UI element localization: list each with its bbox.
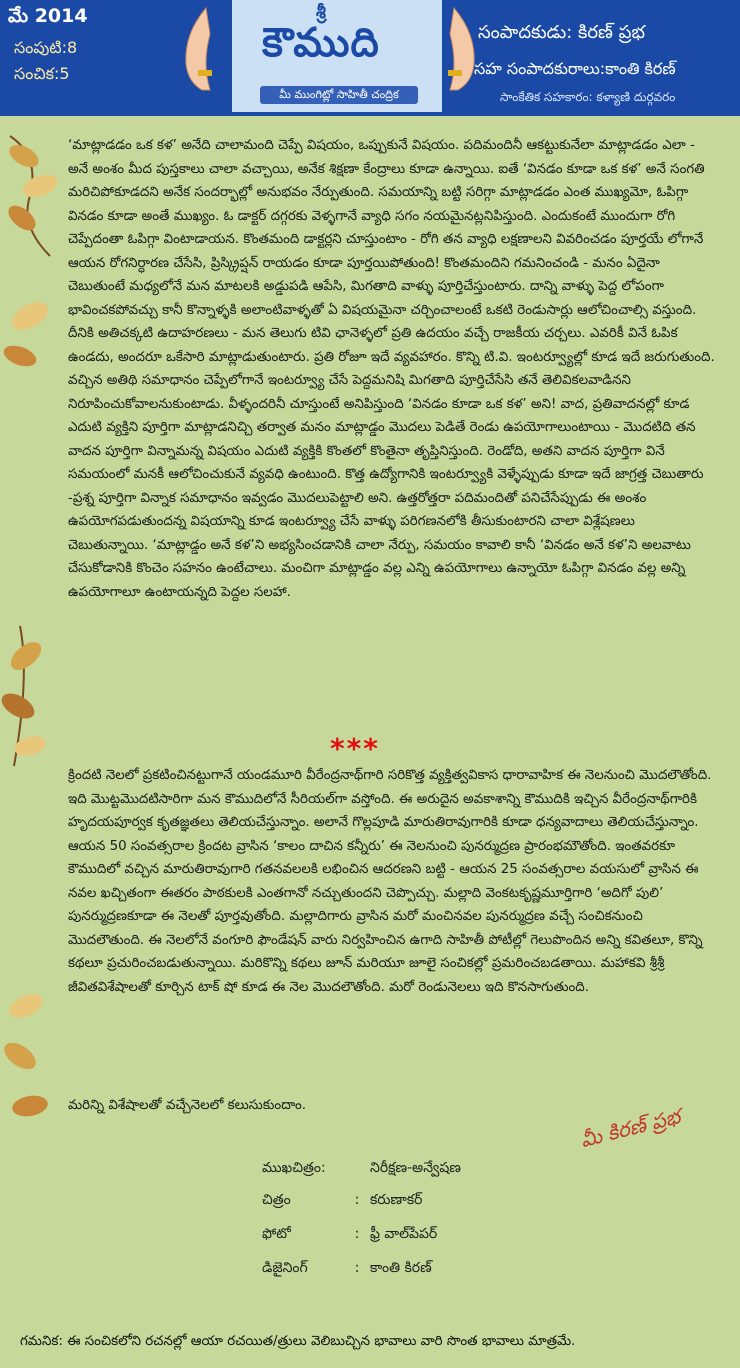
credit-label: చిత్రం: [262, 1192, 291, 1208]
section-separator: ***: [330, 732, 380, 765]
credit-separator: :: [354, 1260, 360, 1276]
credit-photo: [262, 1226, 437, 1245]
logo-title: కౌముది: [262, 20, 380, 66]
editor-signature: మీ కిరణ్ ప్రభ: [578, 1104, 683, 1153]
editorial-content: [0, 116, 740, 1326]
credit-value: ఫ్రీ వాల్‌పేపర్: [370, 1226, 438, 1242]
magazine-logo[interactable]: [232, 0, 442, 112]
tech-help-credit: సాంకేతిక సహకారం: కళ్యాణి దుర్గవరం: [500, 90, 676, 104]
autumn-leaf-icon: [0, 976, 64, 1146]
logo-sri-text: శ్రీ: [316, 2, 326, 23]
co-editor-credit: సహ సంపాదకురాలు:కాంతి కిరణ్: [474, 59, 676, 78]
logo-tagline: మీ ముంగిట్లో సాహితీ చంద్రిక: [260, 86, 418, 104]
left-namaste-hand-icon: [176, 4, 214, 94]
credit-value: నిరీక్షణ-అన్వేషణ: [370, 1160, 461, 1176]
autumn-leaf-icon: [0, 126, 64, 266]
autumn-leaf-icon: [0, 616, 64, 776]
issue-date: మే 2014: [8, 5, 88, 27]
credit-design: [262, 1260, 432, 1279]
credit-separator: :: [354, 1226, 360, 1242]
volume-number: సంపుటి:8: [14, 38, 78, 57]
credit-value: కరుణాకర్: [370, 1192, 423, 1208]
editorial-paragraph-1: ‘మాట్లాడడం ఒక కళ’ అనేది చాలామంది చెప్పే విషయం, ఒప్పుకునే విషయం. పదిమందినీ ఆకట్టుకునేలా మాట్లాడడం ఎలా - అనే అంశం మీద పుస్తకాలు చాలా వచ్చాయి, అనేక శిక్షణా కేంద్రాలు కూడా ఉన్నాయి. ఐతే ‘వినడం కూడా ఒక కళ’ అనే సంగతి మరిచిపోకూడదని అనేక సందర్భాల్లో అనుభవం నేర్పుతుంది. సమయాన్ని బట్టి సరిగ్గా మాట్లాడడం ఎంత ముఖ్యమో, ఓపిగ్గా వినడం కూడా అంతే ముఖ్యం. ఓ డాక్టర్ దగ్గరకు వెళ్ళగానే వ్యాధి సగం నయమైనట్లనిపిస్తుంది. ఎందుకంటే ముందుగా రోగి చెప్పేదంతా ఓపిగ్గా వింటాడాయన. కొంతమంది డాక్టర్లని చూస్తుంటాం - రోగి తన వ్యాధి లక్షణాలని వివరించడం పూర్తయే లోగానే ఆయన రోగనిర్ధారణ చేసేసి, ప్రిస్క్రిప్షన్ రాయడం కూడా పూర్తయిపోతుంది! కొంతమందిని గమనించండి - మనం ఏదైనా చెబుతుంటే మధ్యలోనే మన మాటలకి అడ్డుపడి ఆపేసి, మిగతాది వాళ్ళు పూర్తిచేస్తుంటారు. దాన్ని వాళ్ళు పెద్ద లోపంగా భావించకపోవచ్చు కానీ కొన్నాళ్ళకి అలాంటివాళ్ళతో ఏ విషయమైనా చర్చించాలంటే ఒకటి రెండుసార్లు ఆలోచించాల్సి వస్తుంది. దీనికి అతిచక్కటి ఉదాహరణలు - మన తెలుగు టివి ఛానెళ్ళలో ప్రతి ఉదయం వచ్చే రాజకీయ చర్చలు. ఎవరికీ వినే ఓపిక ఉండదు, అందరూ ఒకేసారి మాట్లాడుతుంటారు. ప్రతి రోజూ ఇదే వ్యవహారం. కొన్ని టి.వి. ఇంటర్వ్యూల్లో కూడ ఇదే జరుగుతుంది. వచ్చిన అతిథి సమాధానం చెప్పేలోగానే ఇంటర్వ్యూ చేసే పెద్దమనిషి మిగతాది పూర్తిచేసేసి తనే తెలివికలవాడినని నిరూపించుకోవాలనుకుంటాడు. వీళ్ళందరినీ చూస్తుంటే అనిపిస్తుంది ‘వినడం కూడా ఒక కళ’ అని! వాద, ప్రతివాదనల్లో కూడ ఎదుటి వ్యక్తిని పూర్తిగా మాట్లాడనిచ్చి తర్వాత మనం మాట్లాడ్డం మొదలు పెడితే రెండు ఉపయోగాలుంటాయి - మొదటిది తన వాదన పూర్తిగా విన్నామన్న విషయం ఎదుటి వ్యక్తికి కొంతలో కొంతైనా తృప్తినిస్తుంది. రెండోది, అతని వాదన పూర్తిగా వినే సమయంలో మనకీ ఆలోచించుకునే వ్యవధి ఉంటుంది. కొత్త ఉద్యోగానికి ఇంటర్వ్యూకి వెళ్ళేప్పుడు కూడా ఇదే జాగ్రత్త చెబుతారు -ప్రశ్న పూర్తిగా విన్నాక సమాధానం ఇవ్వడం మొదలుపెట్టాలి అని. ఉత్తరోత్తరా పదిమందితో పనిచేసేప్పుడు ఈ అంశం ఉపయోగపడుతుందన్న విషయాన్ని కూడ ఇంటర్వ్యూ చేసే వాళ్ళు పరిగణనలోకి తీసుకుంటారని చాలా విశ్లేషణలు చెబుతున్నాయి. ‘మాట్లాడ్డం అనే కళ’ని అభ్యసించడానికి చాలా నేర్పు, సమయం కావాలి కానీ ‘వినడం అనే కళ’ని అలవాటు చేసుకోడానికి కొంచెం సహనం ఉంటేచాలు. మంచిగా మాట్లాడ్డం వల్ల ఎన్ని ఉపయోగాలు ఉన్నాయో ఓపిగ్గా వినడం వల్ల అన్ని ఉపయోగాలూ ఉంటాయన్నది పెద్దల సలహా.: [68, 138, 715, 600]
disclaimer-note: గమనిక: ఈ సంచికలోని రచనల్లో ఆయా రచయిత/త్రులు వెలిబుచ్చిన భావాలు వారి సొంత భావాలు మాత్రమే.: [20, 1334, 576, 1349]
editor-credit: సంపాదకుడు: కిరణ్ ప్రభ: [478, 22, 645, 43]
editorial-closing: మరిన్ని విశేషాలతో వచ్చేనెలలో కలుసుకుందాం.: [68, 1098, 307, 1113]
credit-label: డిజైనింగ్: [262, 1260, 308, 1276]
credit-value: కాంతి కిరణ్: [370, 1260, 432, 1276]
credit-cover: [262, 1160, 461, 1179]
editorial-paragraph-2: క్రిందటి నెలలో ప్రకటించినట్టుగానే యండమూరి వీరేంద్రనాథ్‌గారి సరికొత్త వ్యక్తిత్వవికాస ధారావాహిక ఈ నెలనుంచి మొదలౌతోంది. ఇది మొట్టమొదటిసారిగా మన కౌముదిలోనే సీరియల్‌గా వస్తోంది. ఈ అరుదైన అవకాశాన్ని కౌముదికి ఇచ్చిన వీరేంద్రనాథ్‌గారికి హృదయపూర్వక కృతజ్ఞతలు తెలియచేస్తున్నాం. అలానే గొల్లపూడి మారుతిరావుగారికి కూడా ధన్యవాదాలు తెలియచేస్తున్నాం. ఆయన 50 సంవత్సరాల క్రిందట వ్రాసిన ‘కాలం దాచిన కన్నీరు’ ఈ నెలనుంచి పునర్ముద్రణ ప్రారంభమౌతోంది. ఇంతవరకూ కౌముదిలో వచ్చిన మారుతిరావుగారి గతనవలలకి లభించిన ఆదరణని బట్టి - ఆయన 25 సంవత్సరాల వయసులో వ్రాసిన ఈ నవల ఖచ్చితంగా ఈతరం పాఠకులకి ఎంతగానో నచ్చుతుందని చెప్పొచ్చు. మల్లాది వెంకటకృష్ణమూర్తిగారి ‘అదిగో పులి’ పునర్ముద్రణకూడా ఈ నెలతో పూర్తవుతోంది. మల్లాదిగారు వ్రాసిన మరో మంచినవల పునర్ముద్రణ వచ్చే సంచికనుంచి మొదలౌతుంది. ఈ నెలలోనే వంగూరి ఫౌండేషన్ వారు నిర్వహించిన ఉగాది సాహితీ పోటీల్లో గెలుపొందిన అన్ని కవితలూ, కొన్ని కథలూ ప్రచురించబడుతున్నాయి. మరికొన్ని కథలు జూన్ మరియూ జూలై సంచికల్లో ప్రమరించబడతాయి. మహాకవి శ్రీశ్రీ జీవితవిశేషాలతో కూర్చిన టాక్ షో కూడ ఈ నెల మొదలౌతోంది. మరో రెండునెలలు ఇది కొనసాగుతుంది.: [68, 768, 712, 995]
credit-separator: :: [354, 1192, 360, 1208]
header-banner: [0, 0, 740, 116]
credit-label: ముఖచిత్రం:: [262, 1160, 326, 1176]
issue-number: సంచిక:5: [14, 64, 70, 83]
autumn-leaf-icon: [0, 286, 64, 406]
footer: [0, 1326, 740, 1368]
credit-label: ఫోటో: [262, 1226, 291, 1242]
credit-illustration: [262, 1192, 422, 1211]
